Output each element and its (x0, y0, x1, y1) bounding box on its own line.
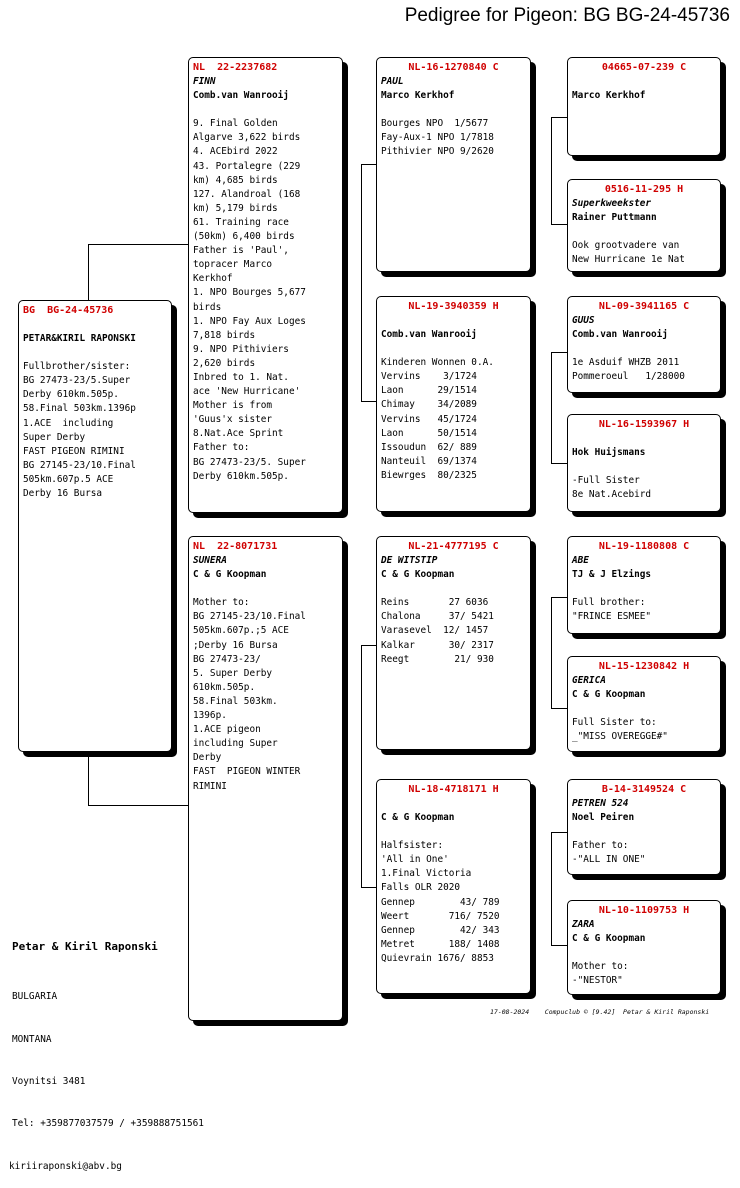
pigeon-name (572, 75, 716, 89)
ring-number: NL-09-3941165 C (598, 301, 690, 312)
ring-number: NL-16-1593967 H (598, 419, 690, 430)
connector-line (551, 708, 567, 709)
pigeon-name: PETREN 524 (572, 798, 629, 810)
ring-number: NL-16-1270840 C (408, 62, 499, 73)
ring-number: BG BG-24-45736 (23, 305, 114, 316)
ring-number: NL-18-4718171 H (408, 784, 499, 795)
performance-notes: Ook grootvadere van New Hurricane 1e Nat (572, 240, 685, 266)
connector-line (551, 352, 567, 353)
ring-number: 0516-11-295 H (604, 184, 684, 195)
owner-phone: Tel: +359877037579 / +359888751561 (12, 1118, 204, 1130)
performance-notes: 9. Final Golden Algarve 3,622 birds 4. ACEbird 2022 43. Portalegre (229 km) 4,685 birds 127. Alandroal (168 km) 5,179 birds 61. Training race (50km) 6,400 birds Father is 'Paul', topracer Marco Kerkhof 1. NPO Bourges 5,677 birds 1. NPO Fay Aux Loges 7,818 birds 9. NPO Pithiviers 2,620 birds Inbred to 1. Nat. ace 'New Hurricane' Mother is from 'Guus'x sister 8.Nat.Ace Sprint Father to: BG 27473-23/5. Super Derby 610km.505p. (193, 118, 306, 482)
paternal-grandfather-card[interactable] (376, 57, 531, 272)
breeder-name: Comb.van Wanrooij (381, 329, 477, 341)
pigeon-name: ABE (572, 555, 589, 567)
pigeon-name: FINN (193, 76, 216, 88)
ring-number: 04665-07-239 C (601, 62, 687, 73)
connector-line (551, 832, 567, 833)
performance-notes: 1e Asduif WHZB 2011 Pommeroeul 1/28000 (572, 357, 685, 383)
pigeon-name: SUNERA (193, 555, 227, 567)
connector-line (361, 164, 362, 402)
great-grandparent-card-mmf[interactable] (567, 779, 721, 875)
connector-line (88, 751, 89, 806)
owner-name: Petar & Kiril Raponski (12, 940, 158, 954)
maternal-grandmother-card[interactable] (376, 779, 531, 994)
connector-line (551, 224, 567, 225)
connector-line (88, 805, 188, 806)
ring-number: NL 22-8071731 (193, 541, 278, 552)
breeder-name: Comb.van Wanrooij (193, 90, 289, 102)
performance-notes: Bourges NPO 1/5677 Fay-Aux-1 NPO 1/7818 Pithivier NPO 9/2620 (381, 118, 494, 158)
breeder-name: Marco Kerkhof (381, 90, 455, 102)
breeder-name: Marco Kerkhof (572, 90, 646, 102)
subject-card[interactable] (18, 300, 172, 752)
ring-number: NL 22-2237682 (193, 62, 278, 73)
connector-line (361, 887, 376, 888)
connector-line (88, 244, 89, 300)
breeder-name: PETAR&KIRIL RAPONSKI (23, 333, 136, 345)
great-grandparent-card-fmm[interactable] (567, 414, 721, 512)
connector-line (361, 401, 376, 402)
pigeon-name: DE WITSTIP (381, 555, 438, 567)
connector-line (551, 597, 567, 598)
footer-credit: 17-08-2024 Compuclub © [9.42] Petar & Kiril Raponski (490, 1008, 710, 1016)
pigeon-name (381, 314, 526, 328)
breeder-name: C & G Koopman (193, 569, 267, 581)
owner-info (9, 912, 204, 1188)
breeder-name: TJ & J Elzings (572, 569, 652, 581)
breeder-name: C & G Koopman (381, 812, 455, 824)
performance-notes: Full Sister to: _"MISS OVEREGGE#" (572, 717, 668, 743)
pigeon-name: GUUS (572, 315, 595, 327)
performance-notes: Full brother: "FRINCE ESMEE" (572, 597, 652, 623)
breeder-name: Hok Huijsmans (572, 447, 646, 459)
performance-notes: Father to: -"ALL IN ONE" (572, 840, 646, 866)
pigeon-name: PAUL (381, 76, 404, 88)
pigeon-name (381, 797, 526, 811)
pigeon-name: ZARA (572, 919, 595, 931)
paternal-grandmother-card[interactable] (376, 296, 531, 512)
ring-number: NL-19-1180808 C (598, 541, 690, 552)
owner-region: MONTANA (12, 1033, 52, 1045)
breeder-name: C & G Koopman (381, 569, 455, 581)
performance-notes: Reins 27 6036 Chalona 37/ 5421 Varasevel 12/ 1457 Kalkar 30/ 2317 Reegt 21/ 930 (381, 597, 494, 665)
great-grandparent-card-fmf[interactable] (567, 296, 721, 393)
performance-notes: Kinderen Wonnen 0.A. Vervins 3/1724 Laon 29/1514 Chimay 34/2089 Vervins 45/1724 Laon 50/1514 Issoudun 62/ 889 Nanteuil 69/1374 Biewrges 80/2325 (381, 357, 494, 481)
performance-notes: Halfsister: 'All in One' 1.Final Victoria Falls OLR 2020 Gennep 43/ 789 Weert 716/ 7520 Gennep 42/ 343 Metret 188/ 1408 Quievrain 1676/ 8853 (381, 840, 500, 964)
maternal-grandfather-card[interactable] (376, 536, 531, 750)
performance-notes: Mother to: -"NESTOR" (572, 961, 629, 987)
great-grandparent-card-mmm[interactable] (567, 900, 721, 995)
ring-number: NL-15-1230842 H (598, 661, 690, 672)
great-grandparent-card-mfm[interactable] (567, 656, 721, 752)
connector-line (551, 117, 567, 118)
breeder-name: Comb.van Wanrooij (572, 329, 668, 341)
owner-country: BULGARIA (12, 991, 58, 1003)
ring-number: NL-21-4777195 C (408, 541, 499, 552)
breeder-name: C & G Koopman (572, 933, 646, 945)
owner-street: Voynitsi 3481 (12, 1076, 86, 1088)
breeder-name: Noel Peiren (572, 812, 635, 824)
pigeon-name (572, 432, 716, 446)
performance-notes: Mother to: BG 27145-23/10.Final 505km.607p.;5 ACE ;Derby 16 Bursa BG 27473-23/ 5. Super Derby 610km.505p. 58.Final 503km. 1396p. 1.ACE pigeon including Super Derby FAST PIGEON WINTER RIMINI (193, 597, 306, 792)
great-grandparent-card-fff[interactable] (567, 57, 721, 156)
ring-number: NL-10-1109753 H (598, 905, 690, 916)
connector-line (551, 117, 552, 225)
great-grandparent-card-ffm[interactable] (567, 179, 721, 272)
performance-notes: -Full Sister 8e Nat.Acebird (572, 475, 652, 501)
connector-line (551, 945, 567, 946)
connector-line (551, 463, 567, 464)
connector-line (551, 832, 552, 946)
connector-line (551, 352, 552, 464)
connector-line (361, 164, 376, 165)
connector-line (551, 597, 552, 709)
page-title: Pedigree for Pigeon: BG BG-24-45736 (404, 5, 730, 26)
mother-card[interactable] (188, 536, 343, 1021)
great-grandparent-card-mff[interactable] (567, 536, 721, 634)
father-card[interactable] (188, 57, 343, 513)
breeder-name: Rainer Puttmann (572, 212, 657, 224)
connector-line (361, 645, 376, 646)
pigeon-name: Superkweekster (572, 198, 652, 210)
ring-number: B-14-3149524 C (601, 784, 687, 795)
connector-line (88, 244, 188, 245)
breeder-name: C & G Koopman (572, 689, 646, 701)
connector-line (361, 645, 362, 888)
ring-number: NL-19-3940359 H (408, 301, 499, 312)
performance-notes: Fullbrother/sister: BG 27473-23/5.Super Derby 610km.505p. 58.Final 503km.1396p 1.ACE including Super Derby FAST PIGEON RIMINI BG 27145-23/10.Final 505km.607p.5 ACE Derby 16 Bursa (23, 361, 136, 500)
pigeon-name: GERICA (572, 675, 606, 687)
owner-email[interactable]: kiriiraponski@abv.bg (9, 1160, 122, 1172)
